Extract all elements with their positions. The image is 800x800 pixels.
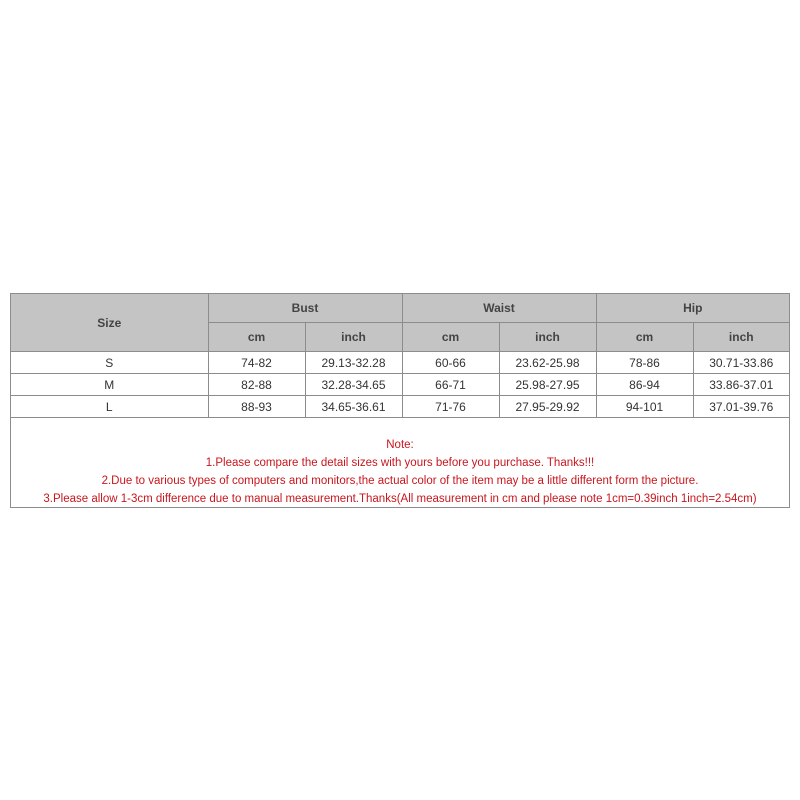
table-row — [11, 352, 789, 374]
unit-header: inch — [693, 323, 789, 352]
unit-header: cm — [208, 323, 305, 352]
table-cell: 94-101 — [596, 396, 693, 418]
notes-section — [11, 418, 789, 508]
table-cell: 25.98-27.95 — [499, 374, 596, 396]
table-cell: 34.65-36.61 — [305, 396, 402, 418]
table-cell: 27.95-29.92 — [499, 396, 596, 418]
hip-header: Hip — [596, 294, 789, 323]
table-cell: 71-76 — [402, 396, 499, 418]
size-cell: M — [11, 374, 208, 396]
table-cell: 32.28-34.65 — [305, 374, 402, 396]
table-cell: 78-86 — [596, 352, 693, 374]
table-cell: 88-93 — [208, 396, 305, 418]
size-cell: L — [11, 396, 208, 418]
note-title: Note: — [386, 439, 414, 451]
note-line: 2.Due to various types of computers and monitors,the actual color of the item may be a little different form the picture. — [101, 475, 699, 487]
table-cell: 60-66 — [402, 352, 499, 374]
table-cell: 30.71-33.86 — [693, 352, 789, 374]
size-header: Size — [11, 294, 208, 352]
waist-header: Waist — [402, 294, 596, 323]
unit-header: inch — [499, 323, 596, 352]
table-row — [11, 396, 789, 418]
table-cell: 23.62-25.98 — [499, 352, 596, 374]
table-cell: 82-88 — [208, 374, 305, 396]
size-table — [11, 294, 789, 418]
note-line: 1.Please compare the detail sizes with yours before you purchase. Thanks!!! — [205, 457, 595, 469]
table-cell: 86-94 — [596, 374, 693, 396]
table-row — [11, 374, 789, 396]
table-header-row — [11, 294, 789, 323]
unit-header: cm — [596, 323, 693, 352]
unit-header: inch — [305, 323, 402, 352]
table-cell: 33.86-37.01 — [693, 374, 789, 396]
table-cell: 29.13-32.28 — [305, 352, 402, 374]
size-cell: S — [11, 352, 208, 374]
bust-header: Bust — [208, 294, 402, 323]
note-line: 3.Please allow 1-3cm difference due to manual measurement.Thanks(All measurement in cm and please note 1cm=0.39inch 1inch=2.54cm) — [43, 493, 757, 505]
unit-header: cm — [402, 323, 499, 352]
table-cell: 66-71 — [402, 374, 499, 396]
table-cell: 74-82 — [208, 352, 305, 374]
size-chart — [10, 293, 790, 508]
table-cell: 37.01-39.76 — [693, 396, 789, 418]
